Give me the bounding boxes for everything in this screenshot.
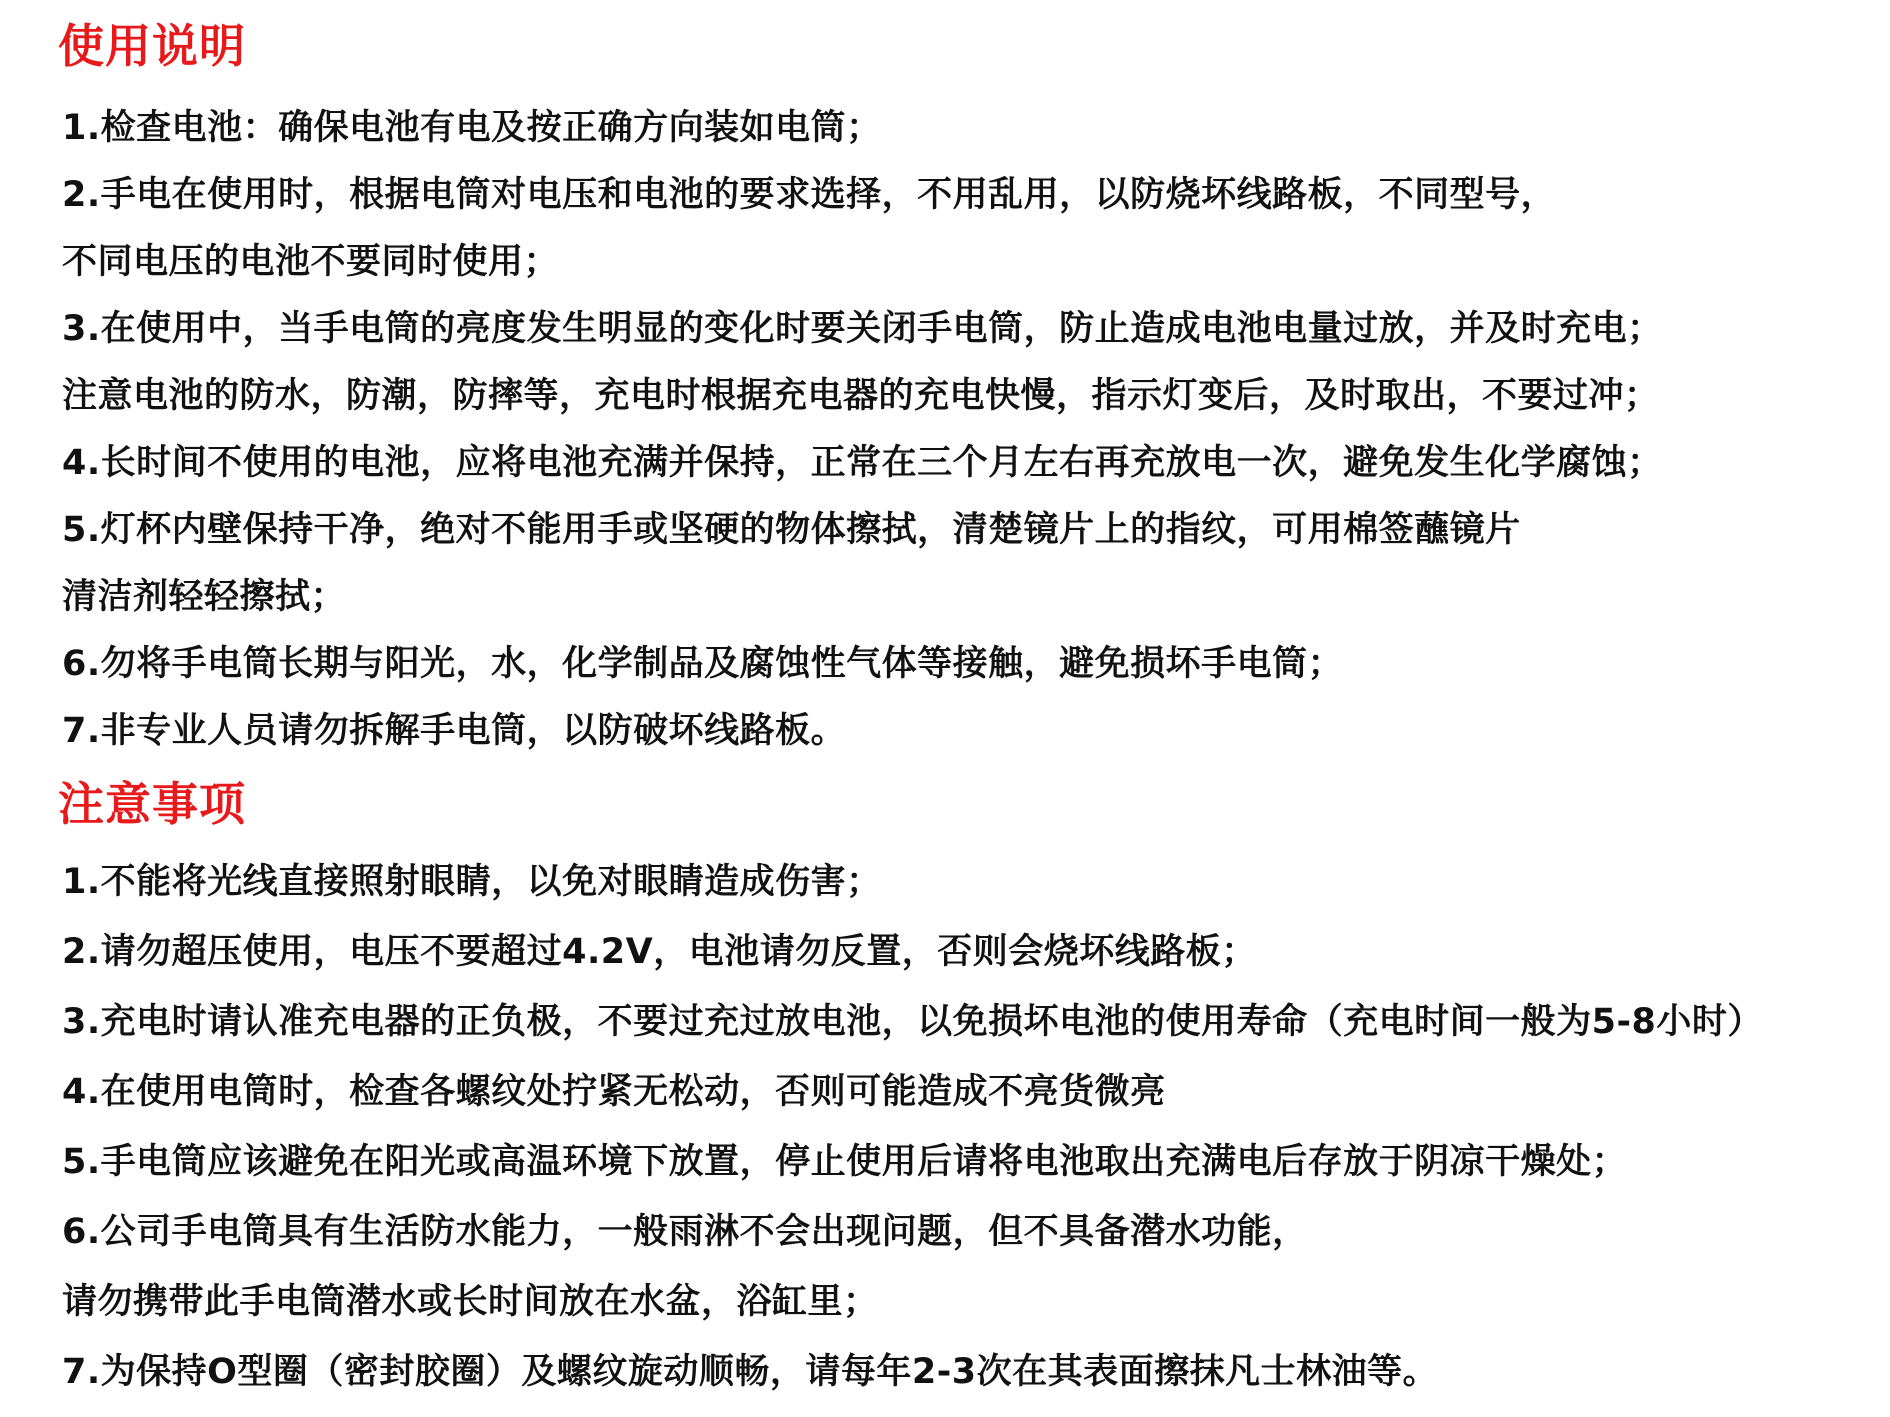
usage-line: 1.检查电池：确保电池有电及按正确方向装如电筒； <box>62 108 882 148</box>
usage-line: 4.长时间不使用的电池，应将电池充满并保持，正常在三个月左右再充放电一次，避免发生化学腐蚀； <box>62 443 1663 483</box>
usage-line: 7.非专业人员请勿拆解手电筒，以防破坏线路板。 <box>62 711 847 751</box>
notes-line: 4.在使用电筒时，检查各螺纹处拧紧无松动，否则可能造成不亮货微亮 <box>62 1072 1166 1112</box>
notes-line: 3.充电时请认准充电器的正负极，不要过充过放电池，以免损坏电池的使用寿命（充电时间一般为5-8小时） <box>62 1002 1763 1042</box>
usage-line: 5.灯杯内壁保持干净，绝对不能用手或坚硬的物体擦拭，清楚镜片上的指纹，可用棉签蘸镜片 <box>62 510 1521 550</box>
usage-line: 6.勿将手电筒长期与阳光，水，化学制品及腐蚀性气体等接触，避免损坏手电筒； <box>62 644 1344 684</box>
usage-section-title: 使用说明 <box>58 19 246 73</box>
notes-line: 请勿携带此手电筒潜水或长时间放在水盆，浴缸里； <box>62 1282 879 1322</box>
usage-line: 清洁剂轻轻擦拭； <box>62 577 347 617</box>
notes-line: 1.不能将光线直接照射眼睛，以免对眼睛造成伤害； <box>62 862 882 902</box>
usage-line: 注意电池的防水，防潮，防摔等，充电时根据充电器的充电快慢，指示灯变后，及时取出，不要过冲； <box>62 376 1660 416</box>
notes-line: 2.请勿超压使用，电压不要超过4.2V，电池请勿反置，否则会烧坏线路板； <box>62 932 1257 972</box>
notes-line: 7.为保持O型圈（密封胶圈）及螺纹旋动顺畅，请每年2-3次在其表面擦抹凡士林油等。 <box>62 1352 1439 1392</box>
notes-section-title: 注意事项 <box>58 777 246 831</box>
usage-line: 不同电压的电池不要同时使用； <box>62 242 560 282</box>
notes-line: 6.公司手电筒具有生活防水能力，一般雨淋不会出现问题，但不具备潜水功能， <box>62 1212 1308 1252</box>
usage-line: 3.在使用中，当手电筒的亮度发生明显的变化时要关闭手电筒，防止造成电池电量过放，并及时充电； <box>62 309 1663 349</box>
usage-line: 2.手电在使用时，根据电筒对电压和电池的要求选择，不用乱用，以防烧坏线路板，不同型号， <box>62 175 1557 215</box>
notes-line: 5.手电筒应该避免在阳光或高温环境下放置，停止使用后请将电池取出充满电后存放于阴凉干燥处； <box>62 1142 1628 1182</box>
